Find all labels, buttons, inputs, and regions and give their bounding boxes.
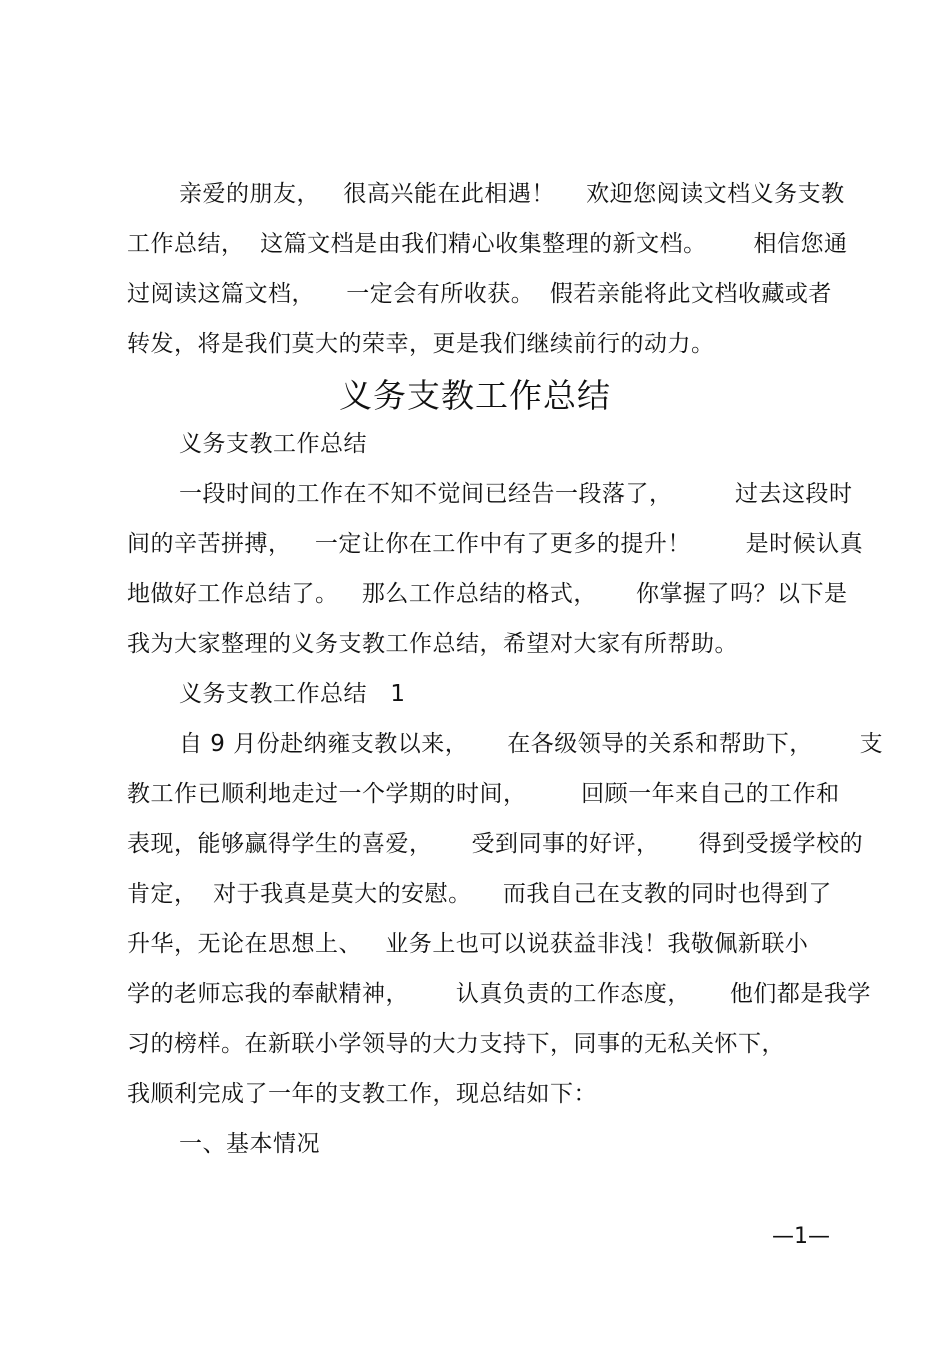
body-line-9: 升华，无论在思想上、 业务上也可以说获益非浅！我敬佩新联小	[127, 931, 809, 957]
body-line-7: 表现，能够赢得学生的喜爱， 受到同事的好评， 得到受援学校的	[127, 831, 864, 857]
document-title: 义务支教工作总结	[339, 376, 611, 415]
body-line-1: 一段时间的工作在不知不觉间已经告一段落了， 过去这段时	[179, 481, 853, 507]
section-heading-1: 义务支教工作总结 1	[179, 681, 406, 707]
body-line-8: 肯定， 对于我真是莫大的安慰。 而我自己在支教的同时也得到了	[127, 881, 832, 907]
subtitle-line: 义务支教工作总结	[179, 431, 367, 457]
intro-line-1: 亲爱的朋友， 很高兴能在此相遇！ 欢迎您阅读文档义务支教	[179, 181, 845, 207]
body-line-2: 间的辛苦拼搏， 一定让你在工作中有了更多的提升！ 是时候认真	[127, 531, 864, 557]
body-line-4: 我为大家整理的义务支教工作总结，希望对大家有所帮助。	[127, 631, 738, 657]
body-line-3: 地做好工作总结了。 那么工作总结的格式， 你掌握了吗？以下是	[127, 581, 848, 607]
body-line-12: 我顺利完成了一年的支教工作，现总结如下：	[127, 1081, 597, 1107]
body-line-11: 习的榜样。在新联小学领导的大力支持下，同事的无私关怀下，	[127, 1031, 785, 1057]
section-heading-basic: 一、基本情况	[179, 1131, 320, 1157]
intro-line-4: 转发，将是我们莫大的荣幸，更是我们继续前行的动力。	[127, 331, 715, 357]
body-line-5: 自 9 月份赴纳雍支教以来， 在各级领导的关系和帮助下， 支	[179, 731, 884, 757]
body-line-10: 学的老师忘我的奉献精神， 认真负责的工作态度， 他们都是我学	[127, 981, 871, 1007]
page-number: —1—	[772, 1224, 830, 1249]
intro-line-3: 过阅读这篇文档， 一定会有所收获。 假若亲能将此文档收藏或者	[127, 281, 832, 307]
intro-line-2: 工作总结， 这篇文档是由我们精心收集整理的新文档。 相信您通	[127, 231, 848, 257]
body-line-6: 教工作已顺利地走过一个学期的时间， 回顾一年来自己的工作和	[127, 781, 840, 807]
